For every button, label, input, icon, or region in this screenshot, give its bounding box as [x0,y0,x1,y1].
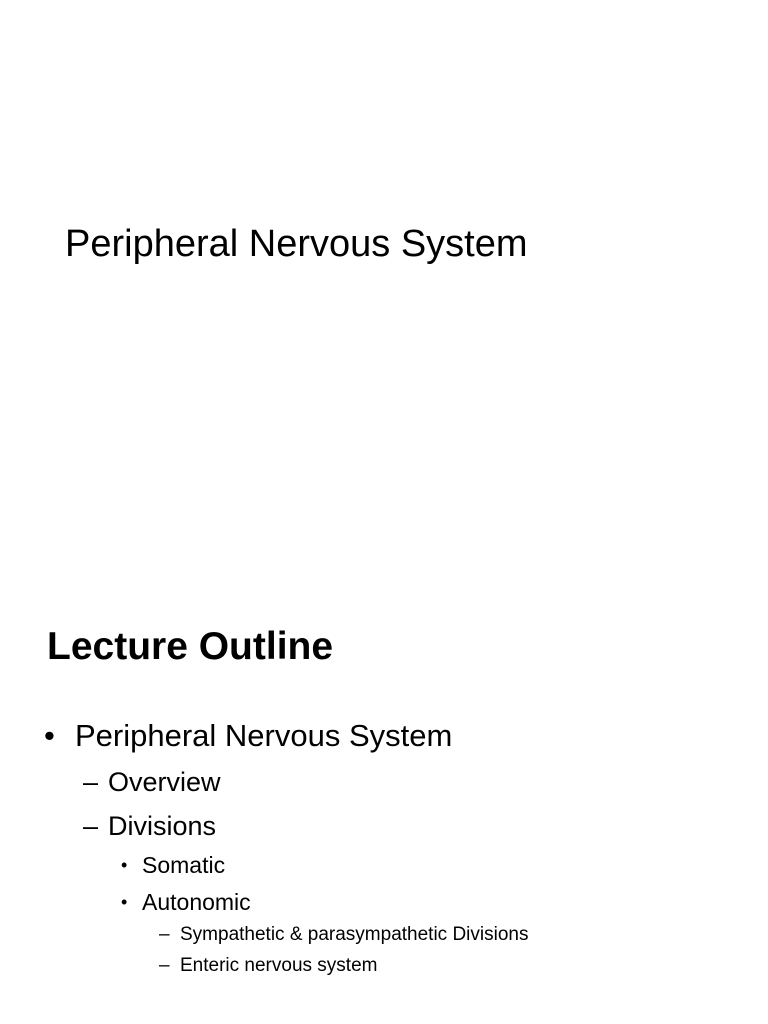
outline-item-text: Overview [108,767,221,797]
dash-marker: – [83,811,99,841]
bullet-marker: • [121,855,128,875]
outline-item [83,766,221,798]
outline-slide [0,576,768,1024]
outline-item [159,923,529,947]
dash-marker: – [159,955,170,976]
outline-item-text: Autonomic [142,889,251,915]
outline-item [159,954,378,978]
outline-title: Lecture Outline [47,625,334,668]
outline-item-text: Enteric nervous system [180,955,378,976]
outline-item-text: Peripheral Nervous System [75,718,453,753]
outline-item-text: Sympathetic & parasympathetic Divisions [180,924,529,945]
dash-marker: – [83,767,99,797]
bullet-marker: • [44,718,55,753]
outline-item [44,718,453,754]
outline-item [121,888,251,916]
dash-marker: – [159,924,170,945]
outline-item-text: Divisions [108,811,217,841]
outline-item-text: Somatic [142,852,226,878]
outline-item [121,851,226,879]
outline-item [83,810,217,842]
slide-title: Peripheral Nervous System [65,223,528,265]
bullet-marker: • [121,892,128,912]
